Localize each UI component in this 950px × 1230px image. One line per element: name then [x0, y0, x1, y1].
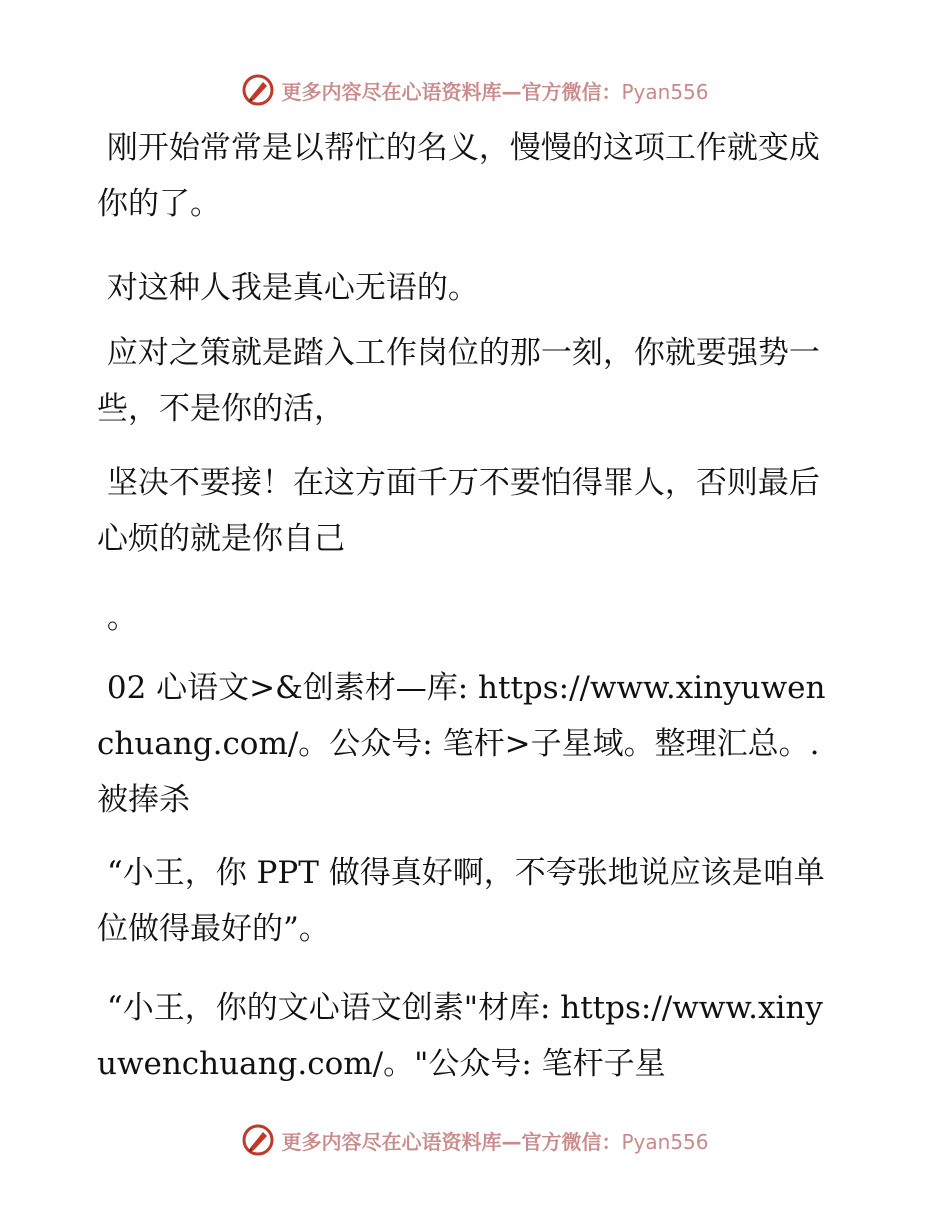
paragraph-3: 应对之策就是踏入工作岗位的那一刻，你就要强势一些，不是你的活，: [97, 335, 820, 427]
paragraph-5: 。: [97, 600, 138, 636]
header-watermark-text: 更多内容尽在心语资料库—官方微信：Pyan556: [281, 79, 709, 104]
paragraph-7: “小王，你 PPT 做得真好啊，不夸张地说应该是咱单位做得最好的”。: [97, 855, 825, 947]
footer-watermark-text: 更多内容尽在心语资料库—官方微信：Pyan556: [281, 1129, 709, 1154]
paragraph-2: 对这种人我是真心无语的。: [97, 270, 479, 306]
header-watermark-banner: [0, 70, 950, 110]
pen-logo-icon: [241, 73, 275, 107]
footer-watermark-banner: [0, 1120, 950, 1160]
paragraph-6: 02 心语文>&创素材—库: https://www.xinyuwenchuang.com/。公众号: 笔杆>子星域。整理汇总。.被捧杀: [97, 670, 826, 818]
pen-logo-icon: [241, 1123, 275, 1157]
paragraph-1: 刚开始常常是以帮忙的名义，慢慢的这项工作就变成你的了。: [97, 130, 820, 222]
paragraph-8: “小王，你的文心语文创素"材库: https://www.xinyuwenchuang.com/。"公众号: 笔杆子星: [97, 990, 823, 1082]
paragraph-4: 坚决不要接！在这方面千万不要怕得罪人，否则最后心烦的就是你自己: [97, 465, 820, 557]
